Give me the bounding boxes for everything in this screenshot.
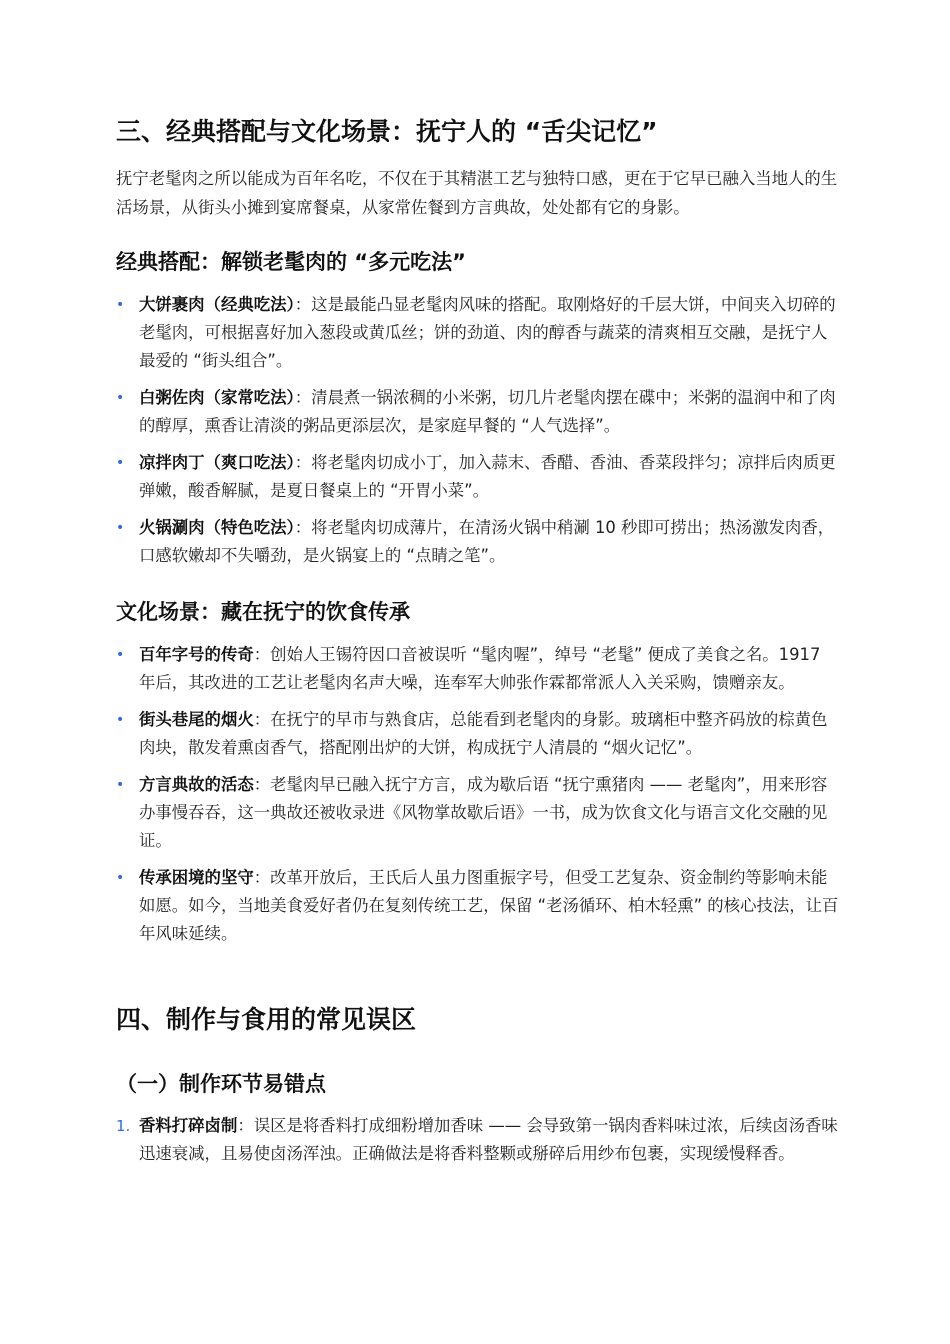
item-term: 百年字号的传奇 xyxy=(139,645,254,664)
item-term: 大饼裹肉（经典吃法） xyxy=(139,295,295,314)
culture-title: 文化场景：藏在抚宁的饮食传承 xyxy=(116,600,410,624)
list-item xyxy=(116,291,840,375)
list-item xyxy=(116,514,840,570)
bullet-icon: • xyxy=(116,520,125,536)
bullet-icon: • xyxy=(116,712,125,728)
list-item xyxy=(116,1112,840,1168)
list-item xyxy=(116,771,840,855)
item-term: 传承困境的坚守 xyxy=(139,868,254,887)
item-term: 街头巷尾的烟火 xyxy=(139,710,254,729)
item-text: ：将老髦肉切成小丁，加入蒜末、香醋、香油、香菜段拌匀；凉拌后肉质更弹嫩，酸香解腻，是夏日餐桌上的 “开胃小菜”。 xyxy=(139,453,836,500)
bullet-icon: • xyxy=(116,647,125,663)
item-text: ：在抚宁的早市与熟食店，总能看到老髦肉的身影。玻璃柜中整齐码放的棕黄色肉块，散发着熏卤香气，搭配刚出炉的大饼，构成抚宁人清晨的 “烟火记忆”。 xyxy=(139,710,828,757)
list-item xyxy=(116,864,840,948)
item-term: 香料打碎卤制 xyxy=(139,1116,238,1135)
item-number: 1. xyxy=(116,1117,131,1135)
mistakes-list xyxy=(116,1112,840,1168)
item-text: ：将老髦肉切成薄片，在清汤火锅中稍涮 10 秒即可捞出；热汤激发肉香，口感软嫩却不失嚼劲，是火锅宴上的 “点睛之笔”。 xyxy=(139,518,835,565)
item-term: 白粥佐肉（家常吃法） xyxy=(139,388,295,407)
item-term: 火锅涮肉（特色吃法） xyxy=(139,518,295,537)
bullet-icon: • xyxy=(116,297,125,313)
bullet-icon: • xyxy=(116,390,125,406)
list-item xyxy=(116,384,840,440)
pairing-title: 经典搭配：解锁老髦肉的 “多元吃法” xyxy=(116,250,466,274)
bullet-icon: • xyxy=(116,777,125,793)
item-text: ：清晨煮一锅浓稠的小米粥，切几片老髦肉摆在碟中；米粥的温润中和了肉的醇厚，熏香让清淡的粥品更添层次，是家庭早餐的 “人气选择”。 xyxy=(139,388,836,435)
item-term: 凉拌肉丁（爽口吃法） xyxy=(139,453,295,472)
list-item xyxy=(116,706,840,762)
section-4-title: 四、制作与食用的常见误区 xyxy=(116,1005,417,1034)
item-term: 方言典故的活态 xyxy=(139,775,254,794)
bullet-icon: • xyxy=(116,455,125,471)
section-3-title: 三、经典搭配与文化场景：抚宁人的 “舌尖记忆” xyxy=(116,117,658,146)
item-text: ：误区是将香料打成细粉增加香味 —— 会导致第一锅肉香料味过浓，后续卤汤香味迅速衰减，且易使卤汤浑浊。正确做法是将香料整颗或掰碎后用纱布包裹，实现缓慢释香。 xyxy=(139,1116,838,1163)
item-text: ：这是最能凸显老髦肉风味的搭配。取刚烙好的千层大饼，中间夹入切碎的老髦肉，可根据喜好加入葱段或黄瓜丝；饼的劲道、肉的醇香与蔬菜的清爽相互交融，是抚宁人最爱的 “街头组合”。 xyxy=(139,295,836,370)
culture-list xyxy=(116,641,840,948)
pairing-list xyxy=(116,291,840,570)
item-text: ：老髦肉早已融入抚宁方言，成为歇后语 “抚宁熏猪肉 —— 老髦肉”，用来形容办事慢吞吞，这一典故还被收录进《风物掌故歇后语》一书，成为饮食文化与语言文化交融的见证。 xyxy=(139,775,828,850)
list-item xyxy=(116,449,840,505)
section-3-intro: 抚宁老髦肉之所以能成为百年名吃，不仅在于其精湛工艺与独特口感，更在于它早已融入当地人的生活场景，从街头小摊到宴席餐桌，从家常佐餐到方言典故，处处都有它的身影。 xyxy=(116,169,838,217)
item-text: ：改革开放后，王氏后人虽力图重振字号，但受工艺复杂、资金制约等影响未能如愿。如今，当地美食爱好者仍在复刻传统工艺，保留 “老汤循环、柏木轻熏” 的核心技法，让百年风味延续。 xyxy=(139,868,839,943)
item-text: ：创始人王锡符因口音被误听 “髦肉喔”，绰号 “老髦” 便成了美食之名。1917 年后，其改进的工艺让老髦肉名声大噪，连奉军大帅张作霖都常派人入关采购，馈赠亲友。 xyxy=(139,645,821,692)
section-4-subtitle: （一）制作环节易错点 xyxy=(116,1072,326,1096)
list-item xyxy=(116,641,840,697)
bullet-icon: • xyxy=(116,870,125,886)
